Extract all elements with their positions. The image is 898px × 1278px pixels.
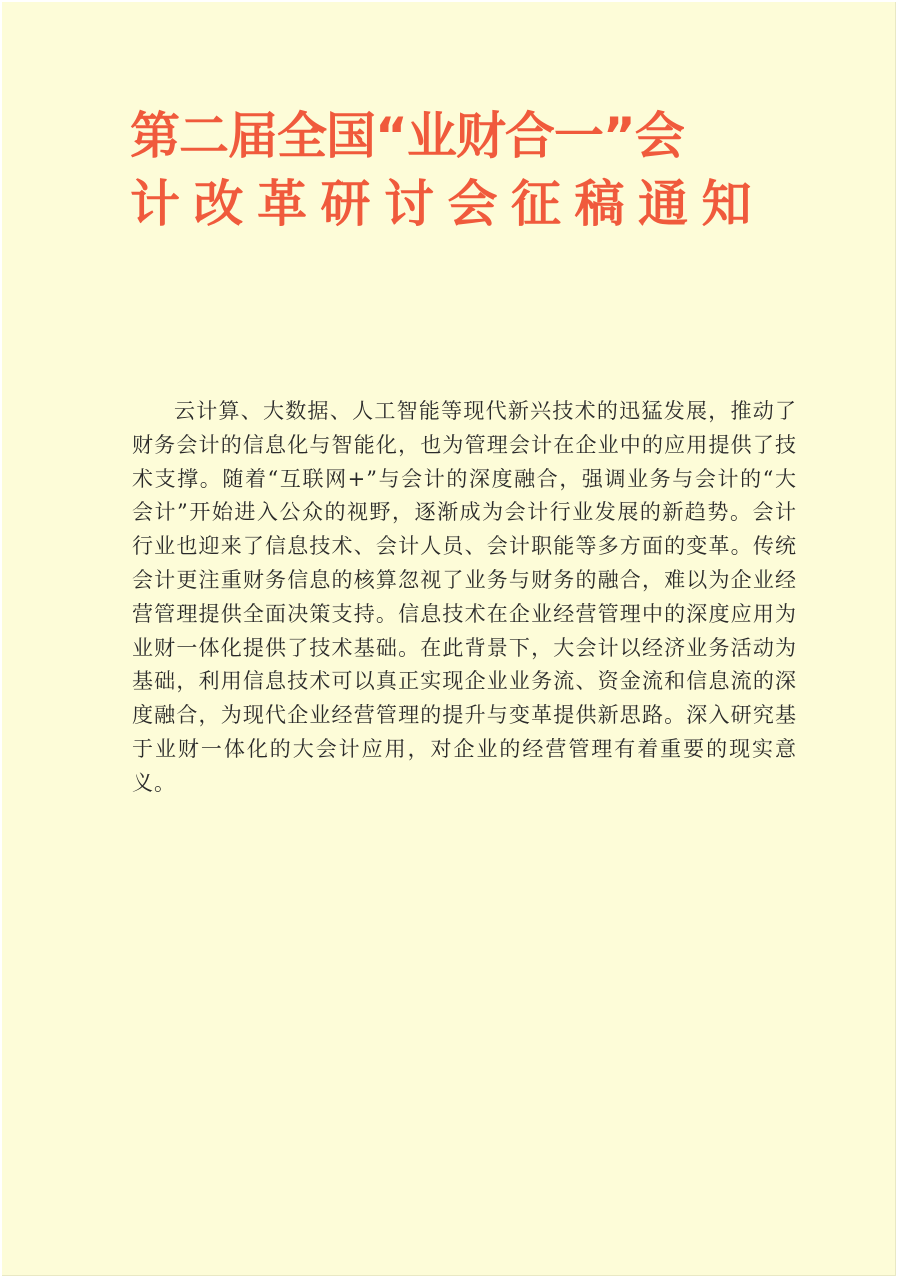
title-line-2: 计改革研讨会征稿通知 [130,175,765,233]
body-paragraph: 云计算、大数据、人工智能等现代新兴技术的迅猛发展，推动了财务会计的信息化与智能化，也为管理会计在企业中的应用提供了技术支撑。随着“互联网+”与会计的深度融合，强调业务与会计的“大会计”开始进入公众的视野，逐渐成为会计行业发展的新趋势。会计行业也迎来了信息技术、会计人员、会计职能等多方面的变革。传统会计更注重财务信息的核算忽视了业务与财务的融合，难以为企业经营管理提供全面决策支持。信息技术在企业经营管理中的深度应用为业财一体化提供了技术基础。在此背景下，大会计以经济业务活动为基础，利用信息技术可以真正实现企业业务流、资金流和信息流的深度融合，为现代企业经营管理的提升与变革提供新思路。深入研究基于业财一体化的大会计应用，对企业的经营管理有着重要的现实意义。 [132,399,797,795]
notice-title [130,102,810,238]
title-line-1: 第二届全国“业财合一”会 [130,107,684,165]
document-page [2,2,896,1276]
